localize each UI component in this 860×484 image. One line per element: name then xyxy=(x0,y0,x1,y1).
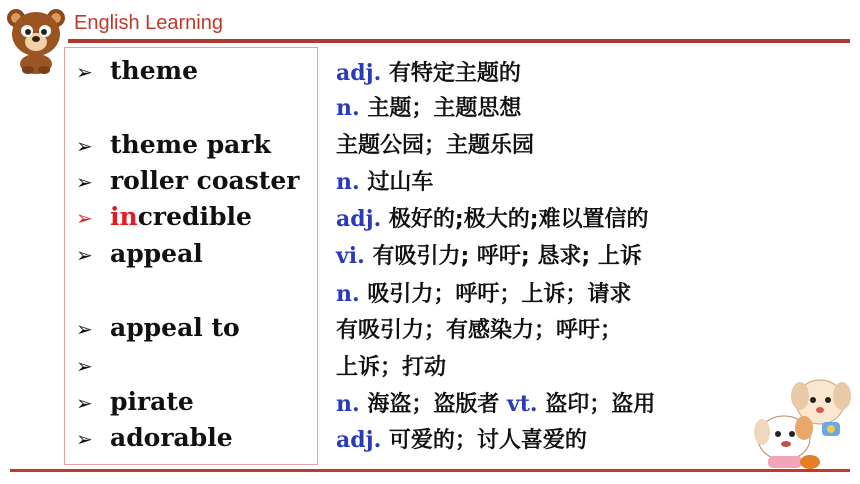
arrow-bullet-icon: ➢ xyxy=(76,243,93,267)
bear-mascot-icon xyxy=(4,4,68,74)
arrow-bullet-icon: ➢ xyxy=(76,391,93,415)
term-item: ➢ incredible xyxy=(76,200,252,234)
arrow-bullet-icon: ➢ xyxy=(76,427,93,451)
definition-line: 主题公园；主题乐园 xyxy=(336,133,535,158)
definition-line: n. 主题；主题思想 xyxy=(336,95,522,121)
term-item: ➢ theme park xyxy=(76,128,271,162)
definition-line: n. 海盗；盗版者 vt. 盗印；盗用 xyxy=(336,391,656,417)
definition-line: n. 吸引力；呼吁；上诉；请求 xyxy=(336,281,632,307)
arrow-bullet-icon: ➢ xyxy=(76,60,93,84)
arrow-bullet-icon: ➢ xyxy=(76,134,93,158)
definition-line: n. 过山车 xyxy=(336,169,434,195)
definition-line: adj. 可爱的；讨人喜爱的 xyxy=(336,427,587,453)
footer-divider xyxy=(10,469,850,472)
term-item xyxy=(76,348,110,382)
term-item: ➢ theme xyxy=(76,54,198,88)
definition-line: vi. 有吸引力; 呼吁; 恳求; 上诉 xyxy=(336,243,642,269)
header-divider xyxy=(68,39,850,43)
definition-line: adj. 有特定主题的 xyxy=(336,60,521,86)
term-item: ➢ appeal xyxy=(76,237,203,271)
term-item: ➢ roller coaster xyxy=(76,164,299,198)
arrow-bullet-icon: ➢ xyxy=(76,317,93,341)
arrow-bullet-icon: ➢ xyxy=(76,354,93,378)
definition-line: 有吸引力；有感染力；呼吁； xyxy=(336,318,623,343)
header-title: English Learning xyxy=(74,12,223,34)
term-item: ➢ appeal to xyxy=(76,311,240,345)
definition-line: adj. 极好的;极大的;难以置信的 xyxy=(336,206,649,232)
term-item: ➢ pirate xyxy=(76,385,194,419)
cartoon-animals-icon xyxy=(748,372,860,472)
arrow-bullet-icon: ➢ xyxy=(76,206,93,230)
arrow-bullet-icon: ➢ xyxy=(76,170,93,194)
definition-line: 上诉；打动 xyxy=(336,355,447,380)
term-item: ➢ adorable xyxy=(76,421,233,455)
